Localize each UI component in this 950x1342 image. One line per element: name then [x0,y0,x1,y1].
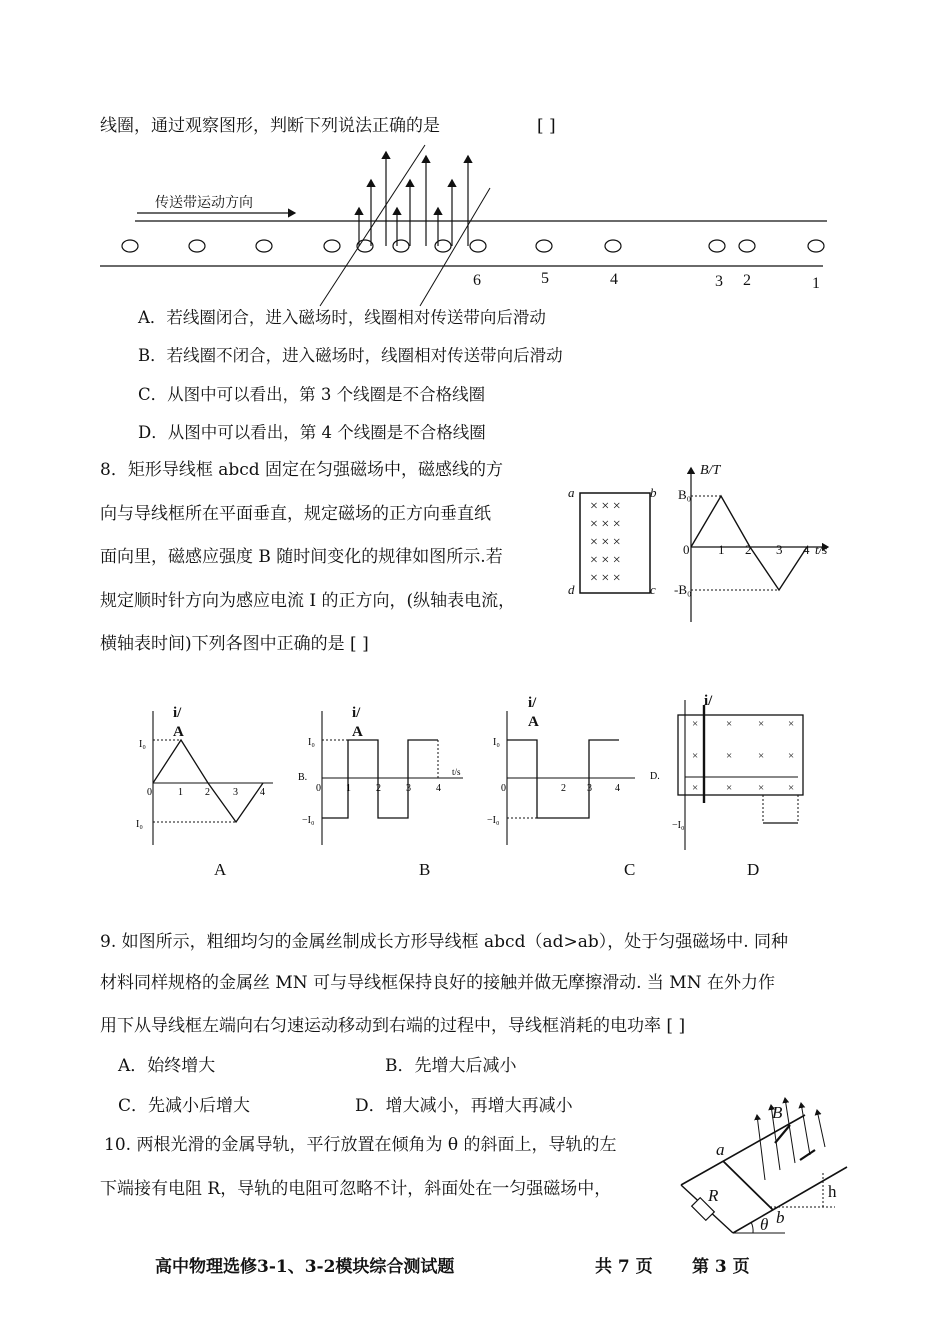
svg-text:0: 0 [147,787,152,798]
resistor-r-label: R [708,1186,719,1205]
choice-d-label: D [747,860,760,879]
svg-text:×: × [692,750,699,762]
b0-label: B₀ [678,487,692,502]
svg-text:0: 0 [501,783,506,794]
svg-text:× × ×: × × × [590,553,621,568]
b-axis-label: B/T [700,463,721,478]
q9-line-2: 材料同样规格的金属丝 MN 可与导线框保持良好的接触并做无摩擦滑动. 当 MN 在外力作 [100,973,775,993]
choice-a-label: A [214,860,227,879]
svg-text:−I₀: −I₀ [302,815,315,826]
q9-line-1: 9. 如图所示，粗细均匀的金属丝制成长方形导线框 abcd（ad>ab），处于匀强磁场中. 同种 [100,932,789,952]
svg-text:t/s: t/s [452,767,461,777]
choice-b-graph [300,705,470,850]
footer-title: 高中物理选修3-1、3-2模块综合测试题 [155,1257,455,1277]
svg-text:×: × [788,718,795,730]
conveyor-belt-figure [95,150,835,295]
svg-text:I₀: I₀ [139,739,146,750]
q9-option-b: B．先增大后减小 [385,1056,517,1076]
svg-text:×: × [788,750,795,762]
svg-text:I₀: I₀ [493,737,500,748]
svg-text:4: 4 [436,783,441,794]
svg-text:×: × [758,750,765,762]
svg-text:1: 1 [178,787,183,798]
svg-text:×: × [726,782,733,794]
field-b-label: B [772,1103,783,1122]
coil-number-3: 3 [715,273,723,290]
q7-option-c: C．从图中可以看出，第 3 个线圈是不合格线圈 [138,385,486,404]
coil-number-5: 5 [541,270,549,287]
tick-3: 3 [776,542,783,557]
svg-text:×: × [758,718,765,730]
svg-text:I₀: I₀ [308,737,315,748]
q7-option-d: D．从图中可以看出，第 4 个线圈是不合格线圈 [138,423,486,442]
q9-option-c: C．先减小后增大 [118,1096,251,1116]
q7-stem-tail: 线圈，通过观察图形，判断下列说法正确的是 [100,116,440,136]
frame-corner-d: d [568,582,575,597]
svg-text:1: 1 [346,783,351,794]
belt-direction-label: 传送带运动方向 [155,195,253,211]
origin-label: 0 [683,542,690,557]
svg-text:I₀: I₀ [136,819,143,830]
svg-text:4: 4 [615,783,620,794]
tick-4: 4 [803,542,810,557]
svg-text:D.: D. [650,771,660,782]
footer-current-page: 第 3 页 [692,1257,750,1277]
svg-text:× × ×: × × × [590,499,621,514]
t-axis-label: t/s [815,542,828,557]
q8-line-3: 面向里，磁感应强度 B 随时间变化的规律如图所示.若 [100,547,503,567]
tick-2: 2 [745,542,752,557]
frame-corner-c: c [650,582,656,597]
q8-line-5: 横轴表时间)下列各图中正确的是 [ ] [100,634,369,654]
q9-line-3: 用下从导线框左端向右匀速运动移动到右端的过程中，导线框消耗的电功率 [ ] [100,1016,686,1036]
choice-c-axis-i: i/ [528,695,537,711]
frame-corner-a: a [568,485,575,500]
rod-end-b: b [776,1208,785,1227]
tick-1: 1 [718,542,725,557]
frame-corner-b: b [650,485,657,500]
choice-d-axis-i: i/ [704,693,713,709]
q7-answer-bracket: [ ] [537,116,556,136]
svg-text:3: 3 [233,787,238,798]
svg-text:×: × [692,718,699,730]
svg-text:2: 2 [376,783,381,794]
coil-number-2: 2 [743,272,751,289]
coil-number-4: 4 [610,271,618,288]
svg-text:×: × [692,782,699,794]
q9-option-a: A．始终增大 [118,1056,216,1076]
neg-b0-label: -B₀ [674,582,692,597]
svg-text:2: 2 [205,787,210,798]
svg-text:×: × [726,718,733,730]
q8-line-2: 向与导线框所在平面垂直，规定磁场的正方向垂直纸 [100,504,491,524]
svg-text:× × ×: × × × [590,571,621,586]
svg-text:× × ×: × × × [590,517,621,532]
svg-text:2: 2 [561,783,566,794]
svg-text:× × ×: × × × [590,535,621,550]
svg-text:×: × [758,782,765,794]
svg-text:×: × [726,750,733,762]
q8-line-4: 规定顺时针方向为感应电流 I 的正方向，(纵轴表电流， [100,591,516,611]
choice-b-label: B [419,860,431,879]
choice-a-axis-i: i/ [173,705,182,721]
svg-text:B.: B. [298,772,308,783]
rod-end-a: a [716,1140,725,1159]
q7-option-a: A．若线圈闭合，进入磁场时，线圈相对传送带向后滑动 [138,308,546,327]
svg-text:0: 0 [316,783,321,794]
q8-line-1: 8．矩形导线框 abcd 固定在匀强磁场中，磁感线的方 [100,460,504,480]
svg-text:3: 3 [587,783,592,794]
coil-number-6: 6 [473,272,481,289]
coil-number-1: 1 [812,275,820,292]
choice-c-label: C [624,860,636,879]
choice-c-graph [485,705,645,850]
q9-option-d: D．增大减小，再增大再减小 [355,1096,573,1116]
svg-text:3: 3 [406,783,411,794]
frame-abcd-figure [565,485,660,600]
choice-c-axis-unit: A [528,714,539,730]
choice-a-axis-unit: A [173,724,184,740]
svg-text:−I₀: −I₀ [487,815,500,826]
height-h-label: h [828,1182,837,1201]
svg-text:4: 4 [260,787,265,798]
choice-a-graph [135,705,280,850]
angle-theta-label: θ [760,1215,769,1234]
q7-option-b: B．若线圈不闭合，进入磁场时，线圈相对传送带向后滑动 [138,346,563,365]
q10-line-2: 下端接有电阻 R，导轨的电阻可忽略不计，斜面处在一匀强磁场中， [100,1179,612,1199]
footer-total-pages: 共 7 页 [595,1257,653,1277]
choice-b-axis-i: i/ [352,705,361,721]
svg-text:×: × [788,782,795,794]
q10-line-1: 10. 两根光滑的金属导轨，平行放置在倾角为 θ 的斜面上，导轨的左 [104,1135,617,1155]
svg-text:−I₀: −I₀ [672,820,685,831]
choice-d-graph [648,695,833,855]
choice-b-axis-unit: A [352,724,363,740]
